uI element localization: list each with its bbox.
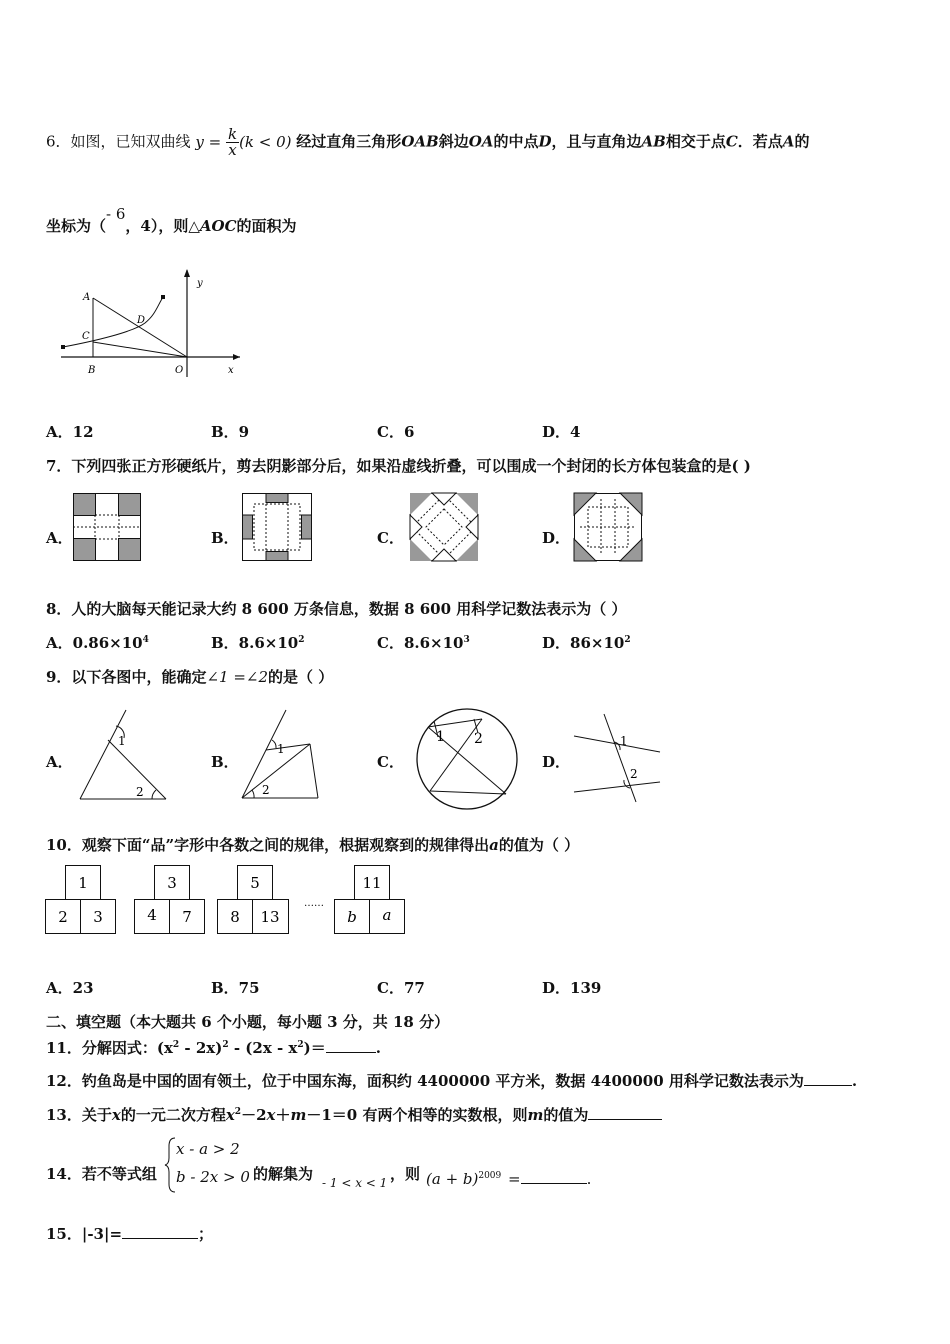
q9-label-a: A． [46,753,73,771]
q7-label-c: C． [377,529,404,547]
svg-text:1: 1 [620,734,628,748]
q8-option-b: B．$8.6\times 10^2$ [211,634,305,652]
hyperbola-formula: y = $\frac{k}{x}$ (k < 0) [195,125,292,159]
q6-option-d: D．4 [542,423,581,441]
segment-OA [93,298,187,357]
x-axis-arrow [233,354,240,360]
label-y: y [197,278,203,289]
q12-answer-blank[interactable] [804,1085,852,1086]
svg-text:5: 5 [250,874,260,892]
q9-figure-a [78,708,168,803]
q7-text: 7．下列四张正方形硬纸片，剪去阴影部分后，如果沿虚线折叠，可以围成一个封闭的长方体包装盒的是( ) [46,457,751,475]
q15-text: 15．|-3|= ； [46,1225,214,1243]
q13-text: 13．关于x的一元二次方程$x^2-2x+m-1=0$ 有两个相等的实数根，则m的值为 [46,1104,662,1125]
svg-text:13: 13 [260,908,280,926]
y-axis-arrow [184,269,190,277]
angle-1-label: 1 [118,734,126,748]
q9-text: 9．以下各图中，能确定∠1 =∠2的是（ ） [46,668,334,686]
q6-neg6: - 6 [106,205,126,223]
section-2-heading: 二、填空题（本大题共 6 个小题，每小题 3 分，共 18 分） [46,1013,450,1031]
q7-figure-d [574,493,642,561]
svg-text:1: 1 [277,742,285,756]
label-A: A [83,292,91,303]
q10-option-b: B．75 [211,979,260,997]
q7-figure-c [410,493,478,561]
q9-label-b: B． [211,753,239,771]
q10-option-d: D．139 [542,979,602,997]
svg-text:b: b [347,908,357,926]
q8-option-c: C．$8.6\times 10^3$ [377,634,470,652]
q6-option-a: A．12 [46,423,94,441]
q10-option-a: A．23 [46,979,94,997]
svg-text:1: 1 [436,729,445,745]
q12-text: 12．钓鱼岛是中国的固有领土，位于中国东海，面积约 4400000 平方米，数据 4400000 用科学记数法表示为 . [46,1072,858,1090]
q14-then: ，则 [390,1165,421,1183]
svg-text:4: 4 [147,906,157,924]
segment-OC [93,342,187,357]
hyperbola-curve [63,297,163,347]
svg-text:3: 3 [167,874,177,892]
q10-dots: …… [304,898,324,909]
q14-answer: = . [508,1170,592,1188]
q14-solution: - 1 < x < 1 [322,1176,388,1190]
q11-text: 11．分解因式：$(x^2 - 2x)^2 - (2x - x^2)=$ . [46,1039,381,1057]
q9-figure-c [414,707,520,811]
q6-figure [55,265,245,380]
q7-label-b: B． [211,529,239,547]
label-O: O [175,365,184,376]
q10-option-c: C．77 [377,979,425,997]
svg-text:2: 2 [474,731,483,747]
q8-option-d: D．$86\times 10^2$ [542,634,631,652]
q9-figure-b [238,708,323,803]
svg-text:a: a [382,906,392,924]
q9-label-d: D． [542,753,571,771]
q15-answer-blank[interactable] [122,1238,198,1239]
q7-label-d: D． [542,529,571,547]
q7-figure-a [73,493,141,561]
angle-2-label: 2 [136,785,144,799]
svg-text:7: 7 [182,908,192,926]
svg-text:8: 8 [230,908,240,926]
q8-text: 8．人的大脑每天能记录大约 8 600 万条信息，数据 8 600 用科学记数法表示为（ ） [46,600,627,618]
label-x: x [228,365,234,376]
q11-answer-blank[interactable] [326,1052,376,1053]
svg-text:2: 2 [630,767,638,781]
label-B: B [88,365,96,376]
svg-text:11: 11 [362,874,382,892]
q6-option-c: C．6 [377,423,415,441]
q14-ineq-2: b - 2x > 0 [176,1168,250,1186]
label-D: D [137,315,146,326]
g1-right: 3 [93,908,103,926]
q14-lead: 14．若不等式组 [46,1165,157,1183]
q8-option-a: A．$0.86\times 10^4$ [46,634,149,652]
q14-ineq-1: x - a > 2 [176,1140,240,1158]
g1-left: 2 [58,908,68,926]
q14-answer-blank[interactable] [521,1183,587,1184]
svg-text:2: 2 [262,783,270,797]
q14-mid: 的解集为 [253,1165,314,1183]
label-C: C [82,331,90,342]
q6-number: 6． [46,132,71,151]
q13-answer-blank[interactable] [588,1119,662,1120]
q6-line1: 6．如图，已知双曲线 y = $\frac{k}{x}$ (k < 0) 经过直角三角形OAB斜边OA的中点D，且与直角边AB相交于点C．若点A的 [46,125,810,159]
q10-text: 10．观察下面“品”字形中各数之间的规律，根据观察到的规律得出a的值为（ ） [46,836,580,854]
q6-option-b: B．9 [211,423,250,441]
q14-expr: $(a + b)^{2009}$ [426,1170,502,1188]
q7-label-a: A． [46,529,73,547]
q7-figure-b [242,493,312,561]
q6-line2: 坐标为（- 6，4），则△AOC的面积为 [46,205,297,235]
q9-label-c: C． [377,753,404,771]
g1-top: 1 [78,874,88,892]
q10-figures [44,864,414,936]
q9-figure-d [572,712,664,804]
